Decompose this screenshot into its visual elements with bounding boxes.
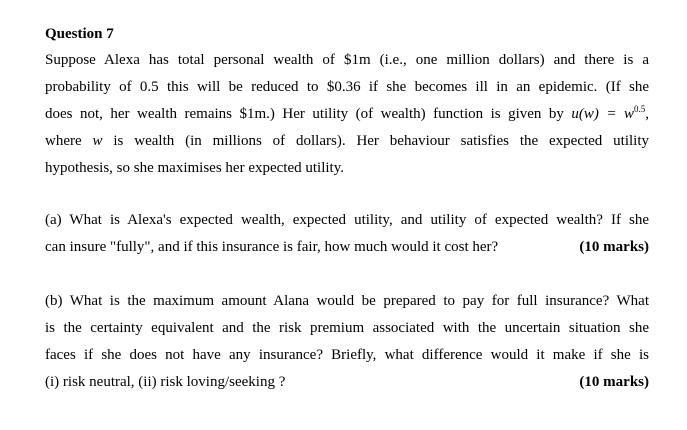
part-a	[45, 207, 649, 261]
wealth-variable: w	[92, 133, 103, 149]
intro-line-3-end: ,	[645, 106, 649, 122]
question-intro	[45, 47, 649, 182]
part-b-line-3: faces if she does not have any insurance? Briefly, what difference would it make if she is	[45, 347, 649, 363]
intro-line-4-start: where	[45, 133, 93, 149]
intro-line-3	[45, 101, 649, 128]
utility-function: u(w) = w	[571, 106, 634, 122]
question-title: Question 7	[45, 26, 114, 42]
part-a-line-2: can insure "fully", and if this insurance is fair, how much would it cost her?	[45, 239, 499, 255]
intro-line-5: hypothesis, so she maximises her expected utility.	[45, 160, 344, 176]
intro-line-4-rest: is wealth (in millions of dollars). Her behaviour satisfies the expected utility	[102, 133, 649, 149]
part-a-line-1: (a) What is Alexa's expected wealth, expected utility, and utility of expected wealth? If she	[45, 212, 649, 228]
intro-line-4	[45, 128, 649, 155]
utility-exponent: 0.5	[634, 104, 646, 114]
part-b-line-4-row	[45, 369, 649, 396]
part-b-line-4: (i) risk neutral, (ii) risk loving/seeking ?	[45, 374, 286, 390]
part-a-marks: (10 marks)	[579, 239, 649, 255]
part-a-line-2-row	[45, 234, 649, 261]
intro-line-2: probability of 0.5 this will be reduced to $0.36 if she becomes ill in an epidemic. (If she	[45, 79, 649, 95]
part-b-line-1: (b) What is the maximum amount Alana would be prepared to pay for full insurance? What	[45, 293, 649, 309]
intro-line-3-text: does not, her wealth remains $1m.) Her utility (of wealth) function is given by	[45, 106, 572, 122]
intro-line-1: Suppose Alexa has total personal wealth of $1m (i.e., one million dollars) and there is a	[45, 52, 649, 68]
question-page	[45, 24, 649, 396]
part-b	[45, 288, 649, 396]
part-b-line-2: is the certainty equivalent and the risk premium associated with the uncertain situation she	[45, 320, 649, 336]
part-b-marks: (10 marks)	[579, 374, 649, 390]
